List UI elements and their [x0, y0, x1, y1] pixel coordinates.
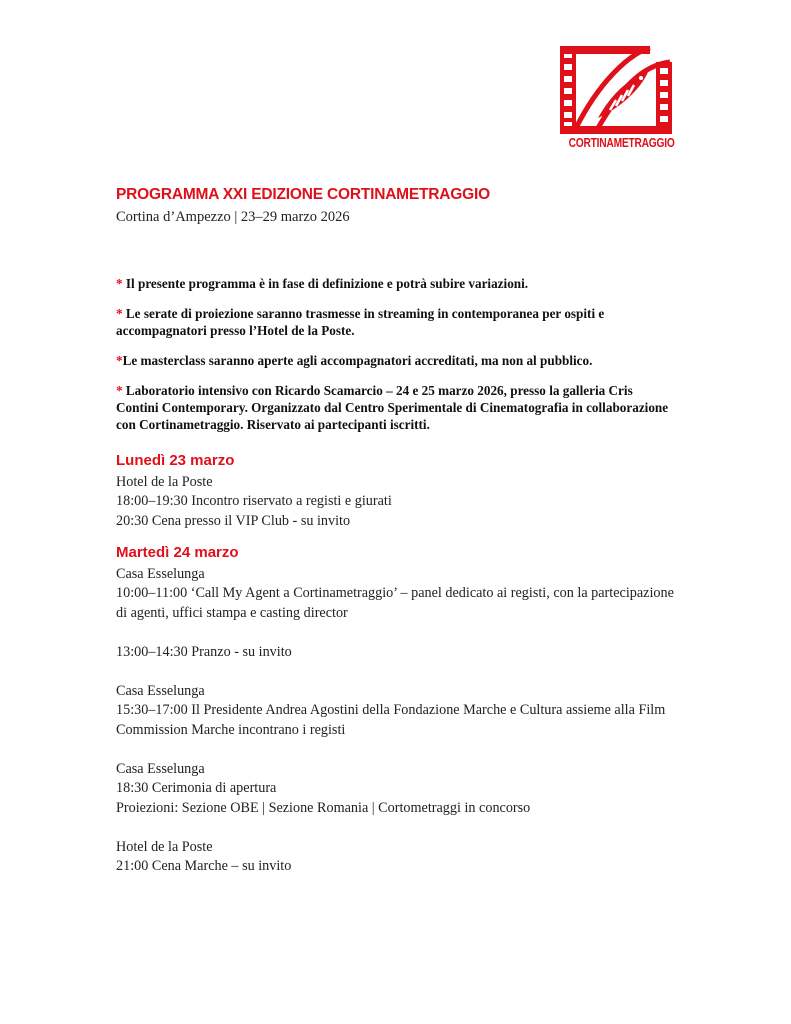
day-heading: Martedì 24 marzo	[116, 544, 239, 561]
asterisk-marker: *	[116, 276, 123, 291]
asterisk-marker: *	[116, 306, 123, 321]
schedule-item: 18:30 Cerimonia di apertura	[116, 780, 277, 796]
film-strip-fish-icon	[558, 44, 676, 139]
cortinametraggio-logo	[558, 44, 676, 154]
schedule-item: 18:00–19:30 Incontro riservato a registi e giurati	[116, 493, 392, 509]
logo-text: CORTINAMETRAGGIO	[568, 136, 675, 150]
page-title: PROGRAMMA XXI EDIZIONE CORTINAMETRAGGIO	[116, 186, 490, 203]
schedule-item: 10:00–11:00 ‘Call My Agent a Cortinametraggio’ – panel dedicato ai registi, con la partecipazione di agenti, uffici stampa e casting director	[116, 585, 674, 621]
schedule-item: 20:30 Cena presso il VIP Club - su invito	[116, 512, 351, 529]
day-section-monday	[116, 451, 686, 531]
asterisk-marker: *	[116, 383, 123, 398]
day-section-tuesday	[116, 543, 686, 877]
schedule-item: 21:00 Cena Marche – su invito	[116, 858, 292, 874]
note-item: * Le serate di proiezione saranno trasmesse in streaming in contemporanea per ospiti e accompagnatori presso l’Hotel de la Poste.	[116, 306, 605, 338]
note-item: * Laboratorio intensivo con Ricardo Scamarcio – 24 e 25 marzo 2026, presso la galleria Cris Contini Contemporary. Organizzato dal Centro Sperimentale di Cinematografia in collaborazione con Cortinametraggio. Riservato ai partecipanti iscritti.	[116, 383, 669, 432]
venue: Casa Esselunga	[116, 565, 205, 582]
venue: Casa Esselunga	[116, 760, 205, 777]
venue: Hotel de la Poste	[116, 473, 213, 490]
schedule-item: 15:30–17:00 Il Presidente Andrea Agostini della Fondazione Marche e Cultura assieme alla Film Commission Marche incontrano i registi	[116, 702, 666, 738]
notes-list	[116, 275, 676, 446]
schedule-item: Proiezioni: Sezione OBE | Sezione Romania | Cortometraggi in concorso	[116, 799, 531, 816]
venue: Hotel de la Poste	[116, 838, 213, 855]
schedule-item: 13:00–14:30 Pranzo - su invito	[116, 643, 292, 660]
venue: Casa Esselunga	[116, 682, 205, 699]
note-item: *Le masterclass saranno aperte agli accompagnatori accreditati, ma non al pubblico.	[116, 353, 593, 368]
day-heading: Lunedì 23 marzo	[116, 452, 235, 469]
note-item: * Il presente programma è in fase di definizione e potrà subire variazioni.	[116, 276, 529, 291]
asterisk-marker: *	[116, 353, 123, 368]
page-subtitle: Cortina d’Ampezzo | 23–29 marzo 2026	[116, 209, 350, 225]
